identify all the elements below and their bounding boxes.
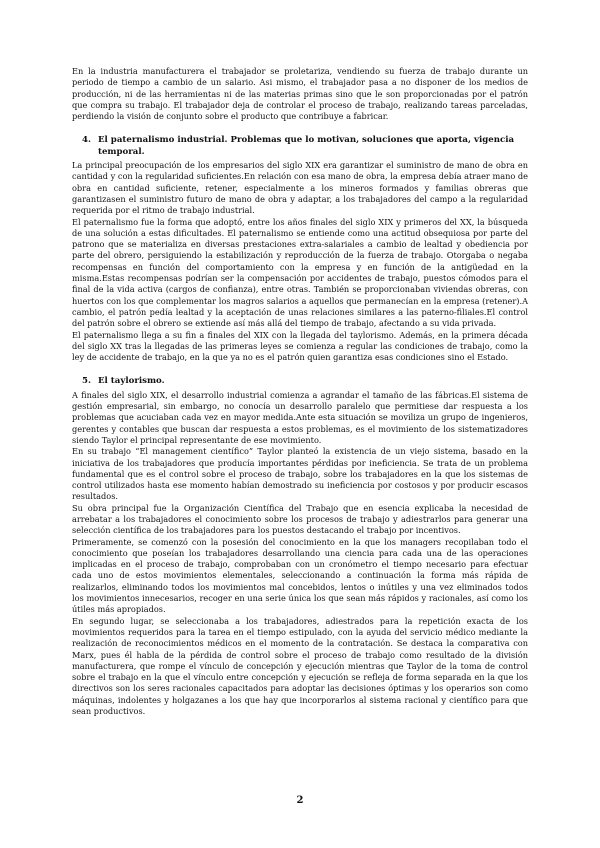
section-5-paragraph-5: En segundo lugar, se seleccionaba a los trabajadores, adiestrados para la repetición exacta de los movimientos requeridos para la tarea en el tiempo estipulado, con la ayuda del servicio médico mediante la realización de reconocimientos médicos en el momento de la contratación. Se destaca la comparativa con Marx, pues él habla de la pérdida de control sobre el proceso de trabajo como resultado de la división manufacturera, que rompe el vínculo de concepción y ejecución mientras que Taylor de la toma de control sobre el trabajo en la que el vínculo entre concepción y ejecución se refleja de forma separada en la que los directivos son los seres racionales capacitados para adoptar las decisiones óptimas y los operarios son como máquinas, indolentes y holgazanes a los que hay que incorporarlos al sistema racional y científico para que sean productivos. [72, 615, 528, 717]
section-4-title: El paternalismo industrial. Problemas que lo motivan, soluciones que aporta, vigencia temporal. [98, 135, 515, 157]
section-4-heading [72, 135, 528, 158]
section-4-paragraph-3: El paternalismo llega a su fin a finales del XIX con la llegada del taylorismo. Además, en la primera década del siglo XX tras la llegadas de las primeras leyes se comienza a regular las condiciones de trabajo, como la ley de accidente de trabajo, en la que ya no es el patrón quien garantiza esas condiciones sino el Estado. [72, 329, 528, 363]
section-5-paragraph-4: Primeramente, se comenzó con la posesión del conocimiento en la que los managers recopilaban todo el conocimiento que poseían los trabajadores desarrollando una ciencia para cada una de las operaciones implicadas en el proceso de trabajo, comprobaban con un cronómetro el tiempo necesario para efectuar cada uno de estos movimientos elementales, seleccionando a continuación la forma más rápida de realizarlos, eliminando todos los movimientos mal concebidos, lentos o inútiles y una vez eliminados todos los movimientos innecesarios, recoger en una serie única los que sean más rápidos y racionales, así como los útiles más apropiados. [72, 536, 528, 615]
section-4-paragraph-2: El paternalismo fue la forma que adoptó, entre los años finales del siglo XIX y primeros del XX, la búsqueda de una solución a estas dificultades. El paternalismo se entiende como una actitud obsequiosa por parte del patrono que se materializa en diversas prestaciones extra-salariales a cambio de lealtad y obediencia por parte del obrero, persiguiendo la estabilización y reproducción de la fuerza de trabajo. Otorgaba o negaba recompensas en función del comportamiento con la empresa y en función de la antigüedad en la misma.Estas recompensas podrían ser la compensación por accidentes de trabajo, puestos cómodos para el final de la vida activa (cargos de confianza), entre otras. También se proporcionaban viviendas obreras, con huertos con los que complementar los magros salarios a aquellos que permanecían en la empresa (retener).A cambio, el patrón pedía lealtad y la aceptación de unas relaciones similares a las paterno-filiales.El control del patrón sobre el obrero se extiende así más allá del tiempo de trabajo, afectando a su vida privada. [72, 216, 528, 329]
section-5-heading [72, 376, 528, 387]
intro-paragraph: En la industria manufacturera el trabajador se proletariza, vendiendo su fuerza de trabajo durante un periodo de tiempo a cambio de un salario. Asi mismo, el trabajador pasa a no disponer de los medios de producción, ni de las herramientas ni de las materias primas sino que le son proporcionadas por el patrón que compra su trabajo. El trabajador deja de controlar el proceso de trabajo, realizando tareas parceladas, perdiendo la visión de conjunto sobre el producto que contribuye a fabricar. [72, 66, 528, 122]
section-4-paragraph-1: La principal preocupación de los empresarios del siglo XIX era garantizar el suministro de mano de obra en cantidad y con la regularidad suficientes.En relación con esa mano de obra, la empresa debía atraer mano de obra en cantidad suficiente, retener, especialmente a los mineros formados y familias obreras que garantizasen el suministro futuro de mano de obra y adaptar, a los trabajadores del campo a la regularidad requerida por el ritmo de trabajo industrial. [72, 160, 528, 216]
section-5-number: 5. [82, 376, 91, 387]
section-5-paragraph-2: En su trabajo “El management científico” Taylor planteó la existencia de un viejo sistema, basado en la iniciativa de los trabajadores que producía importantes pérdidas por ineficiencia. Se trata de un problema fundamental que es el control sobre el proceso de trabajo, sobre los trabajadores en la que los sistemas de control utilizados hasta ese momento habían demostrado su ineficiencia por costosos y por producir escasos resultados. [72, 446, 528, 502]
section-4-number: 4. [82, 135, 91, 146]
document-page [72, 66, 528, 717]
section-5-paragraph-3: Su obra principal fue la Organización Científica del Trabajo que en esencia explicaba la necesidad de arrebatar a los trabajadores el conocimiento sobre los procesos de trabajo y adiestrarlos para generar una selección científica de los trabajadores para los puestos destacando el trabajo por incentivos. [72, 502, 528, 536]
page-number: 2 [296, 795, 304, 806]
section-5-paragraph-1: A finales del siglo XIX, el desarrollo industrial comienza a agrandar el tamaño de las fábricas.El sistema de gestión empresarial, sin embargo, no conocía un desarrollo paralelo que permitiese dar respuesta a los problemas que acuciaban cada vez en mayor medida.Ante esta situación se moviliza un grupo de ingenieros, gerentes y contables que buscan dar respuesta a estos problemas, es el movimiento de los sistematizadores siendo Taylor el principal representante de ese movimiento. [72, 389, 528, 445]
section-5-title: El taylorismo. [98, 376, 165, 387]
